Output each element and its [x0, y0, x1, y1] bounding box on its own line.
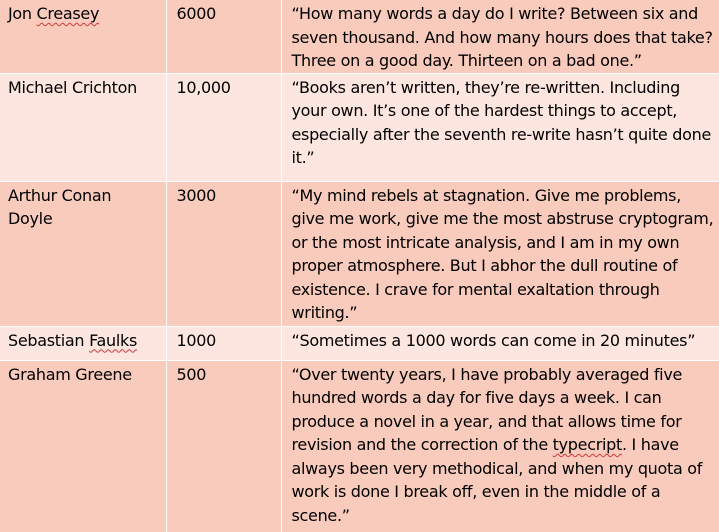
table-row — [0, 360, 719, 532]
author-cell — [0, 326, 166, 360]
quote-cell: “How many words a day do I write? Between six and seven thousand. And how many hours does that take? Three on a good day. Thirteen on a bad one.” — [281, 0, 719, 73]
words-per-day-cell: 6000 — [166, 0, 281, 73]
quote-cell — [281, 360, 719, 532]
author-last-name-flagged: Creasey — [36, 4, 100, 23]
author-cell: Michael Crichton — [0, 73, 166, 181]
flagged-word: typecript — [552, 435, 622, 454]
words-per-day-cell: 3000 — [166, 181, 281, 326]
author-cell: Graham Greene — [0, 360, 166, 532]
quote-text: “Over twenty years, I have probably averaged five hundred words a day for five days a week. I can produce a novel in a year, and that allows time for revision and the correction of the — [291, 364, 683, 454]
table-row — [0, 181, 719, 326]
author-cell: Arthur Conan Doyle — [0, 181, 166, 326]
words-per-day-cell: 500 — [166, 360, 281, 532]
author-last-name-flagged: Faulks — [89, 330, 137, 350]
quote-cell: “Sometimes a 1000 words can come in 20 minutes” — [281, 326, 719, 360]
table-row — [0, 0, 719, 73]
quote-text: . I have always been very methodical, and when my quota of work is done I break off, even in the middle of a scene.” — [291, 435, 703, 525]
author-first-name: Sebastian — [8, 330, 85, 350]
words-per-day-cell: 1000 — [166, 326, 281, 360]
words-per-day-cell: 10,000 — [166, 73, 281, 181]
quote-cell: “Books aren’t written, they’re re-written. Including your own. It’s one of the hardest things to accept, especially after the seventh re-write hasn’t quite done it.” — [281, 73, 719, 181]
author-first-name: Jon — [8, 4, 32, 23]
author-cell — [0, 0, 166, 73]
table-row — [0, 326, 719, 360]
quote-cell: “My mind rebels at stagnation. Give me problems, give me work, give me the most abstruse cryptogram, or the most intricate analysis, and I am in my own proper atmosphere. But I abhor the dull routine of existence. I crave for mental exaltation through writing.” — [281, 181, 719, 326]
table-row — [0, 73, 719, 181]
